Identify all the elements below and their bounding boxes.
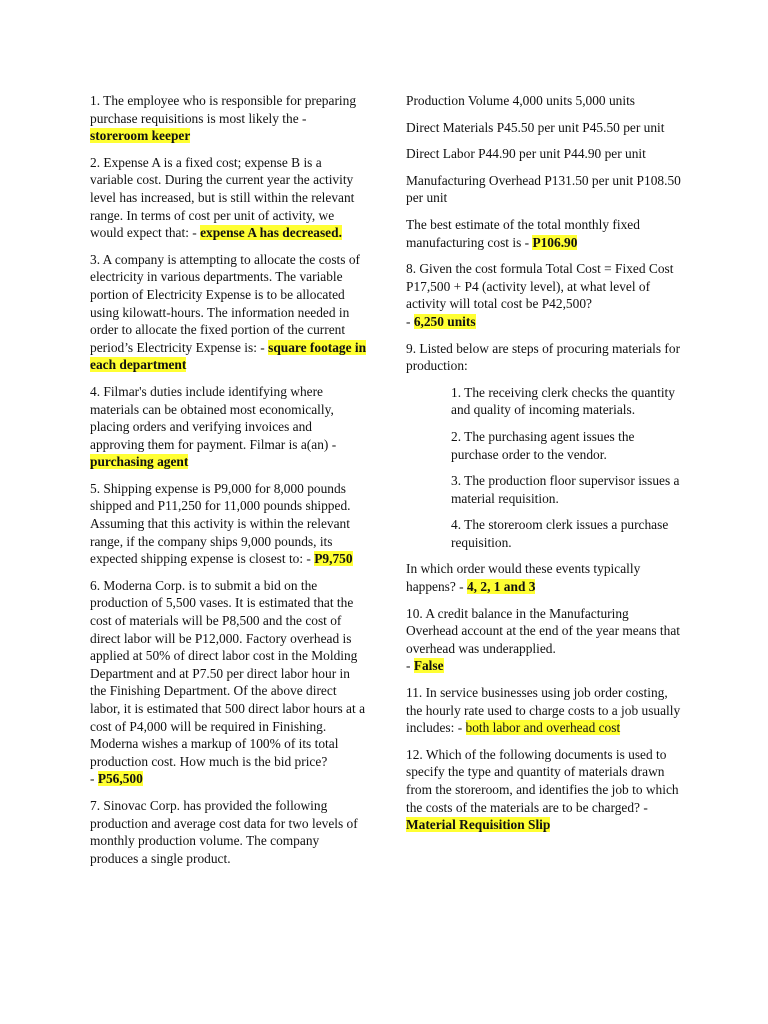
question-7-answer bbox=[406, 216, 682, 251]
question-11 bbox=[406, 684, 682, 737]
question-text: 3. A company is attempting to allocate the costs of electricity in various departments. The variable portion of Electricity Expense is to be allocated using kilowatt-hours. The information needed in order to allocate the fixed portion of the current period’s Electricity Expense is: - bbox=[90, 251, 360, 355]
answer-highlight: P56,500 bbox=[97, 771, 143, 787]
question-9: 9. Listed below are steps of procuring materials for production: bbox=[406, 340, 681, 374]
question-9-answer bbox=[406, 560, 682, 595]
question-text: 2. Expense A is a fixed cost; expense B is a variable cost. During the current year the activity level has increased, but is still within the relevant range. In terms of cost per unit of activity, we would expect that: - bbox=[90, 154, 355, 241]
question-text: 11. In service businesses using job order costing, the hourly rate used to charge costs to a job usually includes: - bbox=[406, 685, 681, 736]
cost-table-line: Direct Labor P44.90 per unit P44.90 per unit bbox=[406, 146, 646, 162]
procurement-steps-list bbox=[451, 384, 682, 552]
question-8 bbox=[406, 260, 682, 330]
cost-table-line: Production Volume 4,000 units 5,000 units bbox=[406, 93, 636, 108]
question-text: 10. A credit balance in the Manufacturing Overhead account at the end of the year means that overhead was underapplied. bbox=[406, 605, 681, 656]
question-text: 6. Moderna Corp. is to submit a bid on the production of 5,500 vases. It is estimated that the cost of materials will be P8,500 and the cost of direct labor will be P12,000. Factory overhead is applied at 50% of direct labor cost in the Molding Department and at P7.50 per direct labor hour in the Finishing Department. Of the above direct labor, it is estimated that 500 direct labor hours at a cost of P4,000 will be required in Finishing. Moderna wishes a markup of 100% of its total production cost. How much is the bid price? bbox=[90, 577, 366, 769]
answer-highlight: expense A has decreased. bbox=[200, 225, 342, 241]
answer-highlight: both labor and overhead cost bbox=[465, 720, 621, 736]
answer-prefix: - bbox=[90, 771, 98, 787]
question-text: 4. Filmar's duties include identifying where materials can be obtained most economically, placing orders and verifying invoices and approving them for payment. Filmar is a(an) - bbox=[90, 383, 337, 452]
question-text: 1. The employee who is responsible for preparing purchase requisitions is most likely the - bbox=[90, 93, 357, 126]
question-7 bbox=[90, 797, 368, 867]
answer-highlight: 6,250 units bbox=[413, 313, 476, 329]
question-text: 12. Which of the following documents is used to specify the type and quantity of materials drawn from the storeroom, and identifies the job to which the costs of the materials are to be charged? - bbox=[406, 746, 679, 815]
question-6 bbox=[90, 577, 368, 788]
question-12 bbox=[406, 746, 682, 834]
question-10 bbox=[406, 605, 682, 675]
list-item: 3. The production floor supervisor issues a material requisition. bbox=[451, 473, 680, 506]
question-1 bbox=[90, 92, 368, 145]
answer-highlight: Material Requisition Slip bbox=[406, 817, 551, 833]
question-3 bbox=[90, 251, 368, 374]
answer-highlight: P106.90 bbox=[532, 234, 578, 250]
question-5 bbox=[90, 480, 368, 568]
answer-prefix: - bbox=[406, 313, 414, 329]
cost-table-line: Direct Materials P45.50 per unit P45.50 per unit bbox=[406, 119, 665, 135]
question-text: 5. Shipping expense is P9,000 for 8,000 pounds shipped and P11,250 for 11,000 pounds shipped. Assuming that this activity is within the relevant range, if the company ships 9,000 pounds, its expected shipping expense is closest to: - bbox=[90, 480, 351, 567]
answer-highlight: purchasing agent bbox=[90, 454, 189, 470]
answer-highlight: 4, 2, 1 and 3 bbox=[466, 579, 536, 595]
question-text: The best estimate of the total monthly fixed manufacturing cost is - bbox=[406, 216, 640, 250]
right-column bbox=[406, 92, 682, 843]
answer-highlight: False bbox=[413, 658, 444, 674]
answer-highlight: square footage in each department bbox=[90, 339, 367, 373]
answer-highlight: P9,750 bbox=[314, 551, 353, 567]
question-text: 7. Sinovac Corp. has provided the following production and average cost data for two levels of monthly production volume. The company produces a single product. bbox=[90, 797, 358, 866]
cost-table-line: Manufacturing Overhead P131.50 per unit P108.50 per unit bbox=[406, 172, 681, 206]
left-column bbox=[90, 92, 368, 876]
question-text: In which order would these events typically happens? - bbox=[406, 561, 641, 595]
list-item: 1. The receiving clerk checks the quantity and quality of incoming materials. bbox=[451, 384, 675, 418]
list-item: 2. The purchasing agent issues the purchase order to the vendor. bbox=[451, 428, 635, 462]
question-4 bbox=[90, 383, 368, 471]
question-text: 8. Given the cost formula Total Cost = Fixed Cost P17,500 + P4 (activity level), at what level of activity will total cost be P42,500? bbox=[406, 261, 674, 312]
question-2 bbox=[90, 154, 368, 242]
answer-prefix: - bbox=[406, 658, 414, 674]
list-item: 4. The storeroom clerk issues a purchase requisition. bbox=[451, 517, 669, 550]
answer-highlight: storeroom keeper bbox=[90, 128, 191, 144]
